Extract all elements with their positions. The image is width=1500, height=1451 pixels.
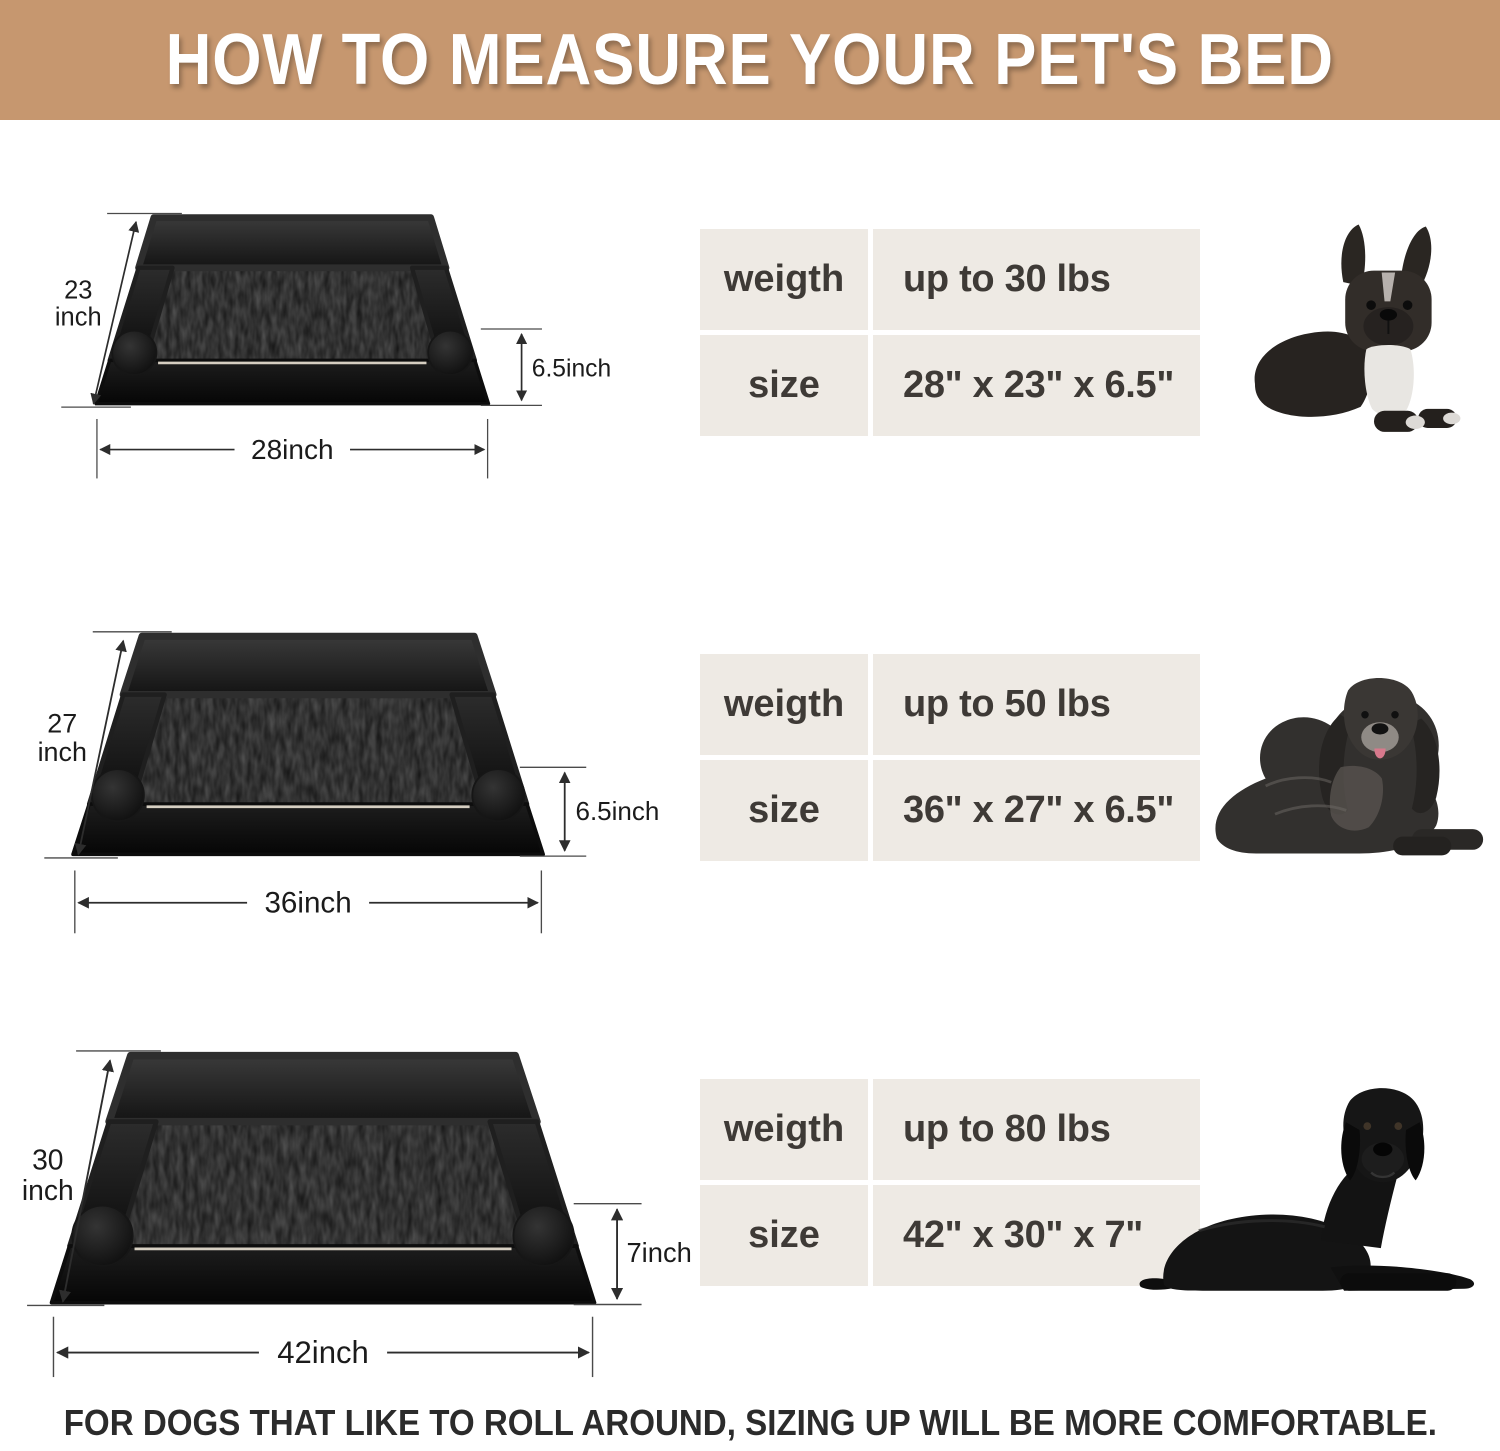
weight-label-cell: weigth: [700, 229, 868, 330]
height-label: 7inch: [626, 1236, 692, 1268]
page-title: HOW TO MEASURE YOUR PET'S BED: [165, 20, 1335, 100]
width-label: 28inch: [250, 434, 334, 466]
weight-label-cell: weigth: [700, 654, 868, 755]
bed-diagram-medium: [12, 569, 667, 946]
bed-base: [73, 804, 543, 854]
size-row-small: [0, 120, 1500, 545]
height-label: 6.5inch: [575, 796, 660, 827]
size-rows: [0, 120, 1500, 1395]
bed-back-bolster: [139, 218, 446, 268]
size-row-medium: [0, 545, 1500, 970]
depth-unit-label: inch: [21, 1173, 74, 1206]
bed-base: [96, 361, 488, 404]
width-label: 42inch: [277, 1334, 369, 1370]
size-row-large: [0, 970, 1500, 1395]
depth-value-label: 27: [47, 708, 78, 739]
black-labrador-photo: [1131, 1037, 1499, 1328]
bed-diagram-large: [12, 985, 700, 1381]
size-label-cell: size: [700, 335, 868, 436]
weight-value-cell: up to 30 lbs: [873, 229, 1200, 330]
french-bulldog-photo: [1230, 213, 1470, 453]
bolster-end-right: [513, 1205, 573, 1265]
bolster-end-left: [92, 769, 144, 821]
size-value-cell: 42" x 30" x 7": [873, 1185, 1200, 1286]
cocker-spaniel-photo: [1200, 636, 1500, 880]
depth-unit-label: inch: [54, 303, 102, 332]
dog-photo-wrap: [1200, 213, 1500, 453]
height-label: 6.5inch: [531, 355, 612, 383]
spec-table-medium: [700, 654, 1200, 861]
bed-diagram-small: [12, 154, 632, 511]
bed-back-bolster: [109, 1055, 537, 1121]
bolster-end-right: [472, 769, 524, 821]
sizing-advice-note: FOR DOGS THAT LIKE TO ROLL AROUND, SIZING UP WILL BE MORE COMFORTABLE.: [63, 1402, 1437, 1443]
header-banner: [0, 0, 1500, 120]
dog-photo-wrap: [1200, 1037, 1500, 1328]
spec-table-large: [700, 1079, 1200, 1286]
bolster-end-left: [72, 1205, 132, 1265]
width-label: 36inch: [264, 886, 352, 920]
bolster-end-right: [428, 331, 472, 375]
bed-measurement-figure-large: [0, 985, 700, 1381]
size-label-cell: size: [700, 1185, 868, 1286]
dog-photo-wrap: [1200, 636, 1500, 880]
bed-back-bolster: [123, 636, 493, 694]
weight-value-cell: up to 80 lbs: [873, 1079, 1200, 1180]
depth-value-label: 30: [32, 1143, 64, 1176]
bed-base: [52, 1246, 595, 1303]
depth-unit-label: inch: [37, 737, 87, 768]
spec-table-small: [700, 229, 1200, 436]
weight-label-cell: weigth: [700, 1079, 868, 1180]
size-value-cell: 28" x 23" x 6.5": [873, 335, 1200, 436]
size-value-cell: 36" x 27" x 6.5": [873, 760, 1200, 861]
weight-value-cell: up to 50 lbs: [873, 654, 1200, 755]
bed-measurement-figure-medium: [0, 569, 700, 946]
depth-value-label: 23: [64, 276, 93, 305]
bolster-end-left: [112, 331, 156, 375]
bed-measurement-figure-small: [0, 154, 700, 511]
footer-note-band: [0, 1395, 1500, 1451]
bed-mattress: [106, 1112, 540, 1253]
size-label-cell: size: [700, 760, 868, 861]
